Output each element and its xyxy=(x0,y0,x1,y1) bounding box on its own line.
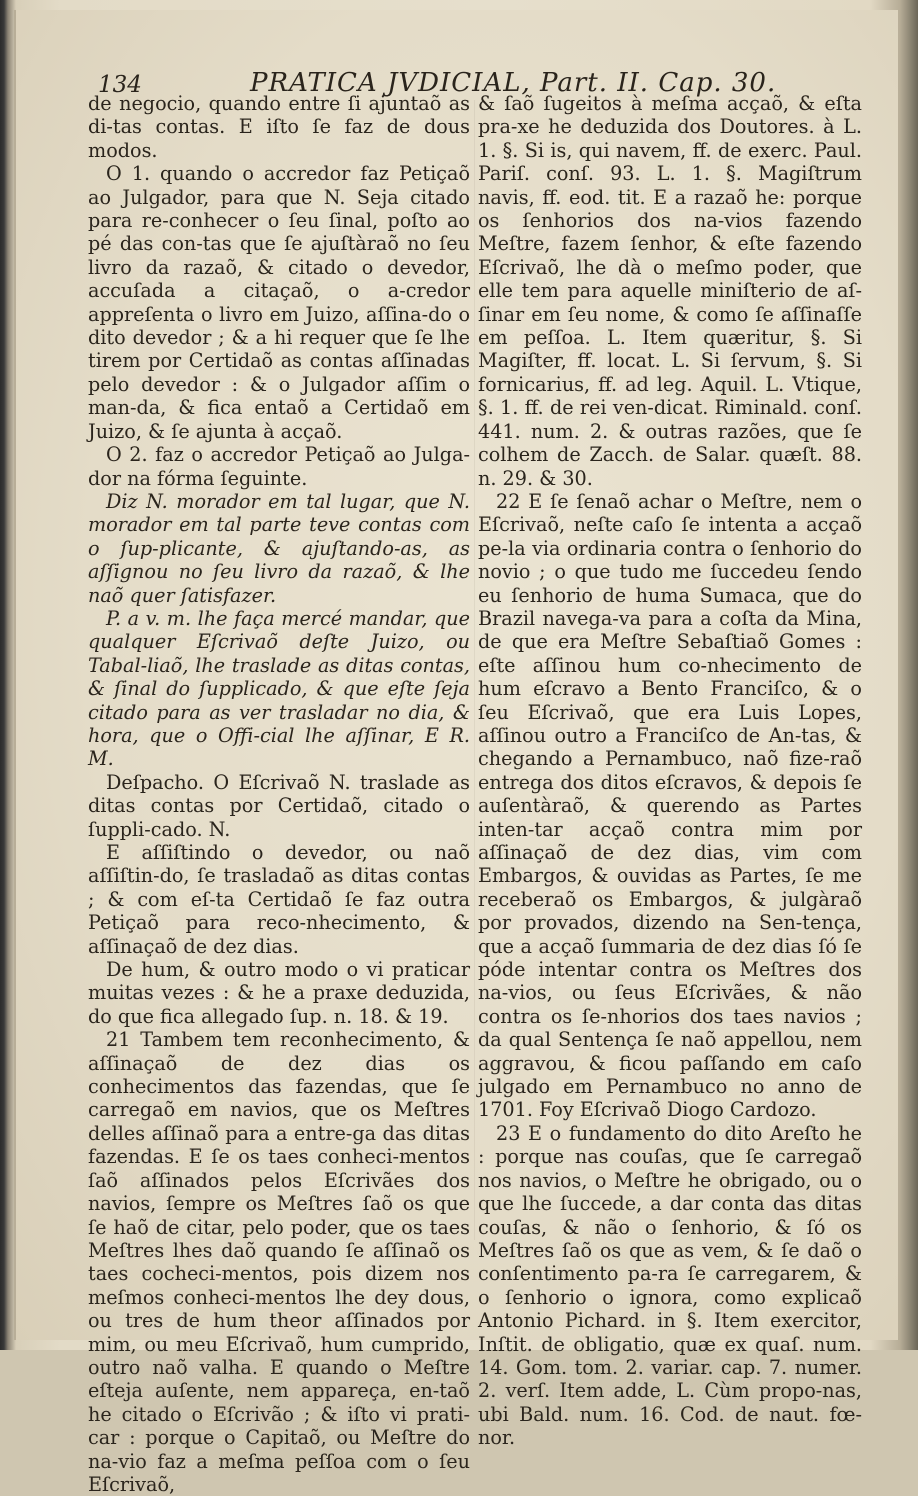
section-21: 21 Tambem tem reconhecimento, & aſſinaçaõ de dez dias os conhecimentos das fazendas, que ſe carregaõ em navios, que os Meſtres delles aſſinaõ para a entre-ga das ditas fazendas. E ſe os taes conheci-mentos ſaõ aſſinados pelos Eſcrivães dos navios, ſempre os Meſtres ſaõ os que ſe haõ de citar, pelo poder, que os taes Meſtres lhes daõ quando ſe aſſinaõ os taes cocheci-mentos, pois dizem nos meſmos conheci-mentos lhe dey dous, ou tres de hum theor aſſinados por mim, ou meu Eſcrivaõ, hum cumprido, outro naõ valha. E quando o Meſtre eſteja auſente, nem appareça, en-taõ he citado o Eſcrivão ; & iſto vi prati-car : porque o Capitaõ, ou Meſtre do na-vio faz a meſma peſſoa com o ſeu Eſcrivaõ, xyxy=(88,1028,470,1496)
paragraph: O 1. quando o accredor faz Petiçaõ ao Julgador, para que N. Seja citado para re-conhecer o ſeu ſinal, poſto ao pé das con-tas que ſe ajuſtàraõ no ſeu livro da razaõ, & citado o devedor, accuſada a citaçaõ, o a-credor appreſenta o livro em Juizo, aſſina-do o dito devedor ; & a hi requer que ſe lhe tirem por Certidaõ as contas aſſinadas pelo devedor : & o Julgador aſſim o man-da, & fica entaõ a Certidaõ em Juizo, & ſe ajunta à acçaõ. xyxy=(88,162,470,443)
despacho: Deſpacho. O Eſcrivaõ N. traslade as ditas contas por Certidaõ, citado o ſuppli-cado. N. xyxy=(88,770,470,841)
paragraph: E aſſiſtindo o devedor, ou naõ aſſiſtin-do, ſe trasladaõ as ditas contas ; & com eſ-ta Certidaõ ſe faz outra Petiçaõ para reco-nhecimento, & aſſinaçaõ de dez dias. xyxy=(88,841,470,958)
section-23: 23 E o fundamento do dito Areſto he : porque nas couſas, que ſe carregaõ nos navios, o Meſtre he obrigado, ou o que lhe ſuccede, a dar conta das ditas couſas, & não o ſenhorio, & ſó os Meſtres ſaõ os que as vem, & ſe daõ o conſentimento pa-ra ſe carregarem, & o ſenhorio o ignora, como explicaõ Antonio Pichard. in §. Item exercitor, Inſtit. de obligatio, quæ ex quaſ. num. 14. Gom. tom. 2. variar. cap. 7. numer. 2. verſ. Item adde, L. Cùm propo-nas, ubi Bald. num. 16. Cod. de naut. fœ-nor. xyxy=(478,1121,862,1450)
paragraph: & ſaõ ſugeitos à meſma acçaõ, & eſta pra-xe he deduzida dos Doutores. à L. 1. §. Si is, qui navem, ff. de exerc. Paul. Pariſ. conſ. 93. L. 1. §. Magiſtrum navis, ff. eod. tit. E a razaõ he: porque os ſenhorios dos na-vios fazendo Meſtre, fazem ſenhor, & eſte fazendo Eſcrivaõ, lhe dà o meſmo poder, que elle tem para aquelle miniſterio de aſ-ſinar em ſeu nome, & como ſe aſſinaſſe em peſſoa. L. Item quæritur, §. Si Magiſter, ff. locat. L. Si ſervum, §. Si fornicarius, ff. ad leg. Aquil. L. Vtique, §. 1. ff. de rei ven-dicat. Riminald. conſ. 441. num. 2. & outras razões, que ſe colhem de Zacch. de Salar. quæſt. 88. n. 29. & 30. xyxy=(478,92,862,490)
petition-text: Diz N. morador em tal lugar, que N. morador em tal parte teve contas com o ſup-plicante, & ajuſtando-as, as aſſignou no ſeu livro da razaõ, & lhe naõ quer ſatisfazer. xyxy=(88,489,470,607)
running-title: PRATICA JVDICIAL, Part. II. Cap. 30. xyxy=(250,68,777,98)
paragraph: O 2. faz o accredor Petiçaõ ao Julga-dor na fórma ſeguinte. xyxy=(88,443,470,490)
section-22: 22 E ſe ſenaõ achar o Meſtre, nem o Eſcrivaõ, neſte caſo ſe intenta a acçaõ pe-la via ordinaria contra o ſenhorio do novio ; o que tudo me ſuccedeu ſendo eu ſenhorio de huma Sumaca, que do Brazil navega-va para a coſta da Mina, de que era Meſtre Sebaſtiaõ Gomes : eſte aſſinou hum co-nhecimento de hum eſcravo a Bento Franciſco, & o ſeu Eſcrivaõ, que era Luis Lopes, aſſinou outro a Franciſco de An-tas, & chegando a Pernambuco, naõ fize-raõ entrega dos ditos eſcravos, & depois ſe auſentàraõ, & querendo as Partes inten-tar acçaõ contra mim por aſſinaçaõ de dez dias, vim com Embargos, & ouvidas as Partes, ſe me receberaõ os Embargos, & julgàraõ por provados, dizendo na Sen-tença, que a acçaõ ſummaria de dez dias ſó ſe póde intentar contra os Meſtres dos na-vios, ou ſeus Eſcrivães, & não contra os ſe-nhorios dos taes navios ; da qual Sentença ſe naõ appellou, nem aggravou, & ficou paſſando em caſo julgado em Pernambuco no anno de 1701. Foy Eſcrivaõ Diogo Cardozo. xyxy=(478,489,862,1122)
paragraph: De hum, & outro modo o vi praticar muitas vezes : & he a praxe deduzida, do que fica allegado ſup. n. 18. & 19. xyxy=(88,958,470,1028)
right-column xyxy=(478,92,862,1450)
column-gutter xyxy=(474,100,475,1240)
page-number: 134 xyxy=(98,72,142,98)
paragraph: de negocio, quando entre ſi ajuntaõ as di-tas contas. E iſto ſe faz de dous modos. xyxy=(88,92,470,162)
petition-request: P. a v. m. lhe faça mercé mandar, que qualquer Eſcrivaõ deſte Juizo, ou Tabal-liaõ, lhe traslade as ditas contas, & ſinal do ſupplicado, & que eſte ſeja citado para as ver trasladar no dia, & hora, que o Offi-cial lhe aſſinar, E R. M. xyxy=(88,606,470,771)
left-column xyxy=(88,92,470,1496)
